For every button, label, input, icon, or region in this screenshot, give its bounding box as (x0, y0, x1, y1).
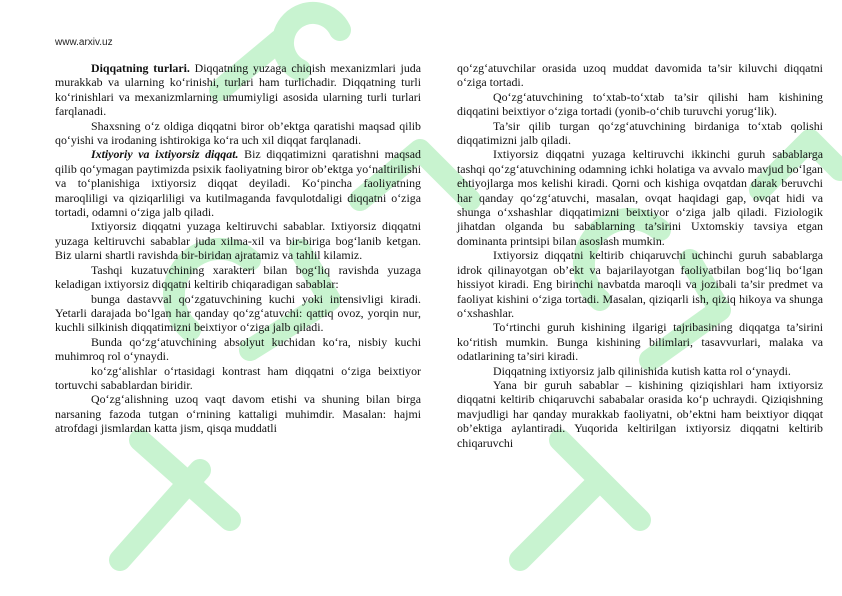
paragraph: Qo‘zg‘atuvchining to‘xtab-to‘xtab ta’sir qilishi ham kishining diqqatini beixtiyor o‘ziga tortadi (yonib-o‘chib turuvchi yorug‘lik). (457, 89, 823, 119)
paragraph: To‘rtinchi guruh kishining ilgarigi tajribasining diqqatga ta’sirini ko‘ritish mumkin. Bunga kishining bilimlari, tasavvurlari, malaka va odatlarining ta’siri kiradi. (457, 320, 823, 364)
paragraph: Diqqatning ixtiyorsiz jalb qilinishida kutish katta rol o‘ynaydi. (493, 363, 791, 378)
paragraph: Ixtiyorsiz diqqatni keltirib chiqaruvchi uchinchi guruh sabablarga idrok qilinayotgan ob’ekt va bajarilayotgan faoliyatbilan bog‘liq bo‘lgan hissiyot kiradi. Eng birinchi navbatda maroqli va jozibali ta’sir predmet va faoliyat kishini o‘ziga tortadi. Masalan, qiziqarli ish, qiziq hikoya va shunga o‘xshashlar. (457, 248, 823, 320)
paragraph (55, 292, 421, 335)
paragraph (55, 119, 421, 148)
paragraph: Ta’sir qilib turgan qo‘zg‘atuvchining birdaniga to‘xtab qolishi diqqatimizni jalb qiladi. (457, 118, 823, 148)
paragraph-text: Tashqi kuzatuvchining xarakteri bilan bog‘liq ravishda yuzaga keladigan ixtiyorsiz diqqatni keltirib chiqaradigan sabablar: (55, 262, 421, 292)
paragraph-text: bunga dastavval qo‘zgatuvchining kuchi yoki intensivligi kiradi. Yetarli darajada bo‘lgan har qanday qo‘zg‘atuvchi: qattiq ovoz, yorqin nur, kuchli silkinish diqqatimizni beixtiyor o‘ziga jalb qiladi. (55, 291, 421, 335)
paragraph-text: Shaxsning o‘z oldiga diqqatni biror ob’ektga qaratishi maqsad qilib qo‘yishi va irodaning ishtirokiga ko‘ra uch xil diqqat farqlanadi. (55, 118, 421, 148)
paragraph: Ixtiyorsiz diqqatni yuzaga keltiruvchi ikkinchi guruh sabablarga tashqi qo‘zg‘atuvchining odamning ichki holatiga va avvalo mavjud bo‘lgan ehtiyojlarga mos kelishi kiradi. Qorni och kishiga ovqatdan darak beruvchi har qanday qo‘zg‘atuvchi, masalan, ovqat haqidagi gap, ovqat hidi va shunga o‘xshashlar diqqatimizni beixtiyor o‘ziga jalb qiladi. Fiziologik jihatdan olganda bu sabablarning ta’sirini Uxtomskiy tavsiya etgan dominanta printsipi bilan asoslash mumkin. (457, 147, 823, 248)
site-url[interactable]: www.arxiv.uz (55, 37, 113, 48)
left-column (55, 61, 421, 436)
paragraph (55, 147, 421, 219)
paragraph-text: ko‘zg‘alishlar o‘rtasidagi kontrast ham diqqatni o‘ziga beixtiyor tortuvchi sabablardan biridir. (55, 363, 421, 392)
paragraph (55, 335, 421, 364)
paragraph-heading: Ixtiyoriy va ixtiyorsiz diqqat. (91, 147, 239, 162)
paragraph-text: Diqqatning yuzaga chiqish mexanizmlari juda murakkab va ularning ko‘rinishi, turlari ham turlichadir. Diqqatning turli ko‘rinishlari va mexanizmlarning umumiyligi asosida ularning turli turlari farqlanadi. (55, 61, 421, 119)
paragraph-text: Ixtiyorsiz diqqatni yuzaga keltiruvchi sabablar. Ixtiyorsiz diqqatni yuzaga keltiruvchi sabablar juda xilma-xil va bir-biriga bog‘lanib ketgan. Biz ularni shartli ravishda bir-biridan ajratamiz va tahlil kilamiz. (55, 219, 421, 263)
paragraph-text: Qo‘zg‘alishning uzoq vaqt davom etishi va shuning bilan birga narsaning fazoda tutgan o‘rnining kattaligi muhimdir. Masalan: hajmi atrofdagi jismlardan katta jism, qisqa muddatli (55, 392, 421, 436)
paragraph (55, 61, 421, 119)
paragraph: Yana bir guruh sabablar – kishining qiziqishlari ham ixtiyorsiz diqqatni keltirib chiqaruvchi sababalar orasida ko‘p uchraydi. Qiziqishning mavjudligi har qanday murakkab faoliyatni, ob’ektni ham beixtiyor diqqat ob’ektiga aylantiradi. Yuqorida keltirilgan ixtiyorsiz diqqatni keltirib chiqaruvchi (457, 377, 823, 450)
paragraph-text: Bunda qo‘zg‘atuvchining absolyut kuchidan ko‘ra, nisbiy kuchi muhimroq rol o‘ynaydi. (55, 334, 421, 364)
paragraph (55, 263, 421, 292)
paragraph (55, 392, 421, 435)
paragraph-heading: Diqqatning turlari. (91, 61, 190, 75)
right-column (457, 61, 823, 450)
paragraph (55, 219, 421, 262)
paragraph: qo‘zg‘atuvchilar orasida uzoq muddat davomida ta’sir kiluvchi diqqatni o‘ziga tortadi. (457, 61, 823, 90)
paragraph (55, 364, 421, 393)
paragraph-text: Biz diqqatimizni qaratishni maqsad qilib qo‘ymagan paytimizda psixik faoliyatning biror ob’ektga yo‘naltirilishi va to‘planishiga ixtiyorsiz diqqat deyiladi. Ko‘pincha faoliyatning maroqliligi va qiziqarliligi va kutilmaganda favqulotdaligi diqqatni o‘ziga tortadi, odamni o‘ziga jalb qiladi. (55, 147, 421, 220)
